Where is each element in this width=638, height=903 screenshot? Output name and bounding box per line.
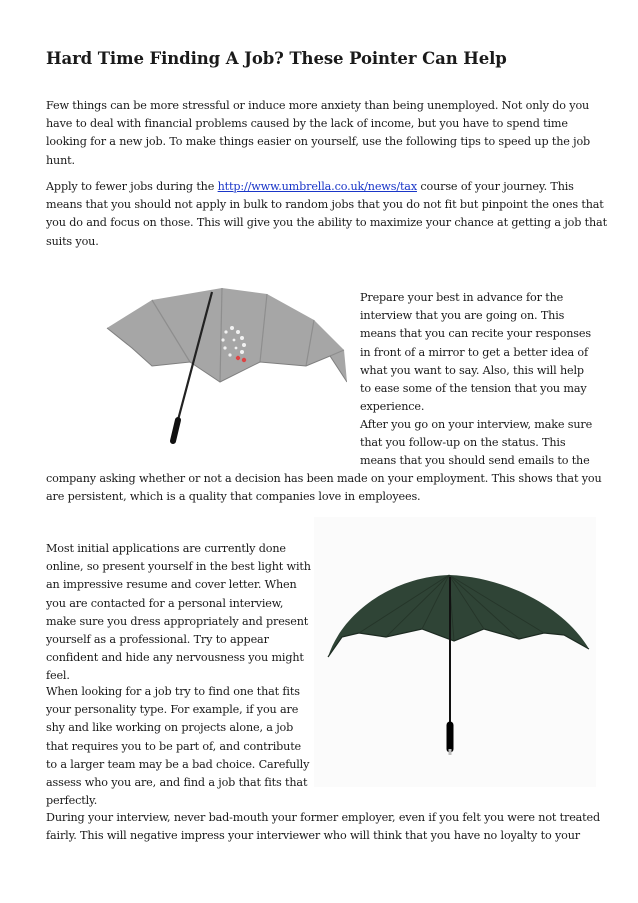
text-line: you are contacted for a personal interview,: [46, 596, 284, 610]
text-line: yourself as a professional. Try to appear: [46, 633, 269, 647]
text-line: what you want to say. Also, this will help: [360, 363, 584, 377]
interview-conduct-paragraph: [46, 809, 600, 845]
prepare-paragraph: [360, 289, 591, 416]
text-line: means that you should send emails to the: [360, 454, 590, 468]
green-umbrella-image: [314, 517, 596, 787]
text-line: [46, 178, 607, 196]
text-line: means that you can recite your responses: [360, 327, 591, 341]
text-line: Few things can be more stressful or induce more anxiety than being unemployed. Not only do you: [46, 99, 590, 112]
text-line: an impressive resume and cover letter. When: [46, 578, 297, 592]
text-line: means that you should not apply in bulk to random jobs that you do not fit but pinpoint the ones that: [46, 198, 604, 212]
text-line: perfectly.: [46, 794, 98, 808]
follow-up-paragraph-continued: [46, 470, 602, 506]
text-segment: Apply to fewer jobs during the: [46, 180, 218, 193]
text-line: your personality type. For example, if you are: [46, 703, 299, 717]
personality-paragraph: [46, 683, 309, 810]
text-line: Prepare your best in advance for the: [360, 291, 564, 304]
apply-paragraph: [46, 178, 607, 251]
text-line: experience.: [360, 400, 425, 414]
applications-paragraph: [46, 540, 311, 686]
text-line: to ease some of the tension that you may: [360, 382, 587, 396]
text-line: have to deal with financial problems caused by the lack of income, but you have to spend time: [46, 117, 568, 131]
text-line: interview that you are going on. This: [360, 309, 565, 323]
text-line: When looking for a job try to find one that fits: [46, 685, 300, 698]
text-line: that requires you to be part of, and contribute: [46, 739, 302, 753]
text-line: hunt.: [46, 153, 75, 167]
text-line: looking for a new job. To make things easier on yourself, use the following tips to speed up the job: [46, 135, 591, 149]
text-line: Most initial applications are currently done: [46, 542, 286, 555]
umbrella-news-link[interactable]: http://www.umbrella.co.uk/news/tax: [217, 180, 417, 193]
text-line: online, so present yourself in the best light with: [46, 560, 311, 574]
text-line: make sure you dress appropriately and present: [46, 614, 309, 628]
text-line: assess who you are, and find a job that fits that: [46, 776, 308, 790]
grey-umbrella-image: [92, 270, 347, 450]
text-line: you do and focus on those. This will give you the ability to maximize your chance at getting a job that: [46, 216, 607, 230]
follow-up-paragraph: [360, 416, 592, 471]
text-line: in front of a mirror to get a better idea of: [360, 345, 589, 359]
intro-paragraph: [46, 97, 590, 170]
page-title: Hard Time Finding A Job? These Pointer Can Help: [46, 49, 507, 68]
text-line: are persistent, which is a quality that companies love in employees.: [46, 490, 421, 504]
text-line: shy and like working on projects alone, a job: [46, 721, 294, 735]
text-line: suits you.: [46, 234, 99, 248]
text-line: confident and hide any nervousness you might: [46, 651, 304, 665]
text-line: fairly. This will negative impress your interviewer who will think that you have no loyalty to your: [46, 829, 580, 843]
text-line: feel.: [46, 669, 70, 683]
text-line: During your interview, never bad-mouth your former employer, even if you felt you were not treated: [46, 811, 601, 824]
text-line: company asking whether or not a decision has been made on your employment. This shows that you: [46, 472, 602, 485]
text-line: to a larger team may be a bad choice. Carefully: [46, 757, 310, 771]
text-segment: course of your journey. This: [416, 180, 574, 193]
text-line: After you go on your interview, make sure: [360, 418, 593, 431]
text-line: that you follow-up on the status. This: [360, 436, 566, 450]
